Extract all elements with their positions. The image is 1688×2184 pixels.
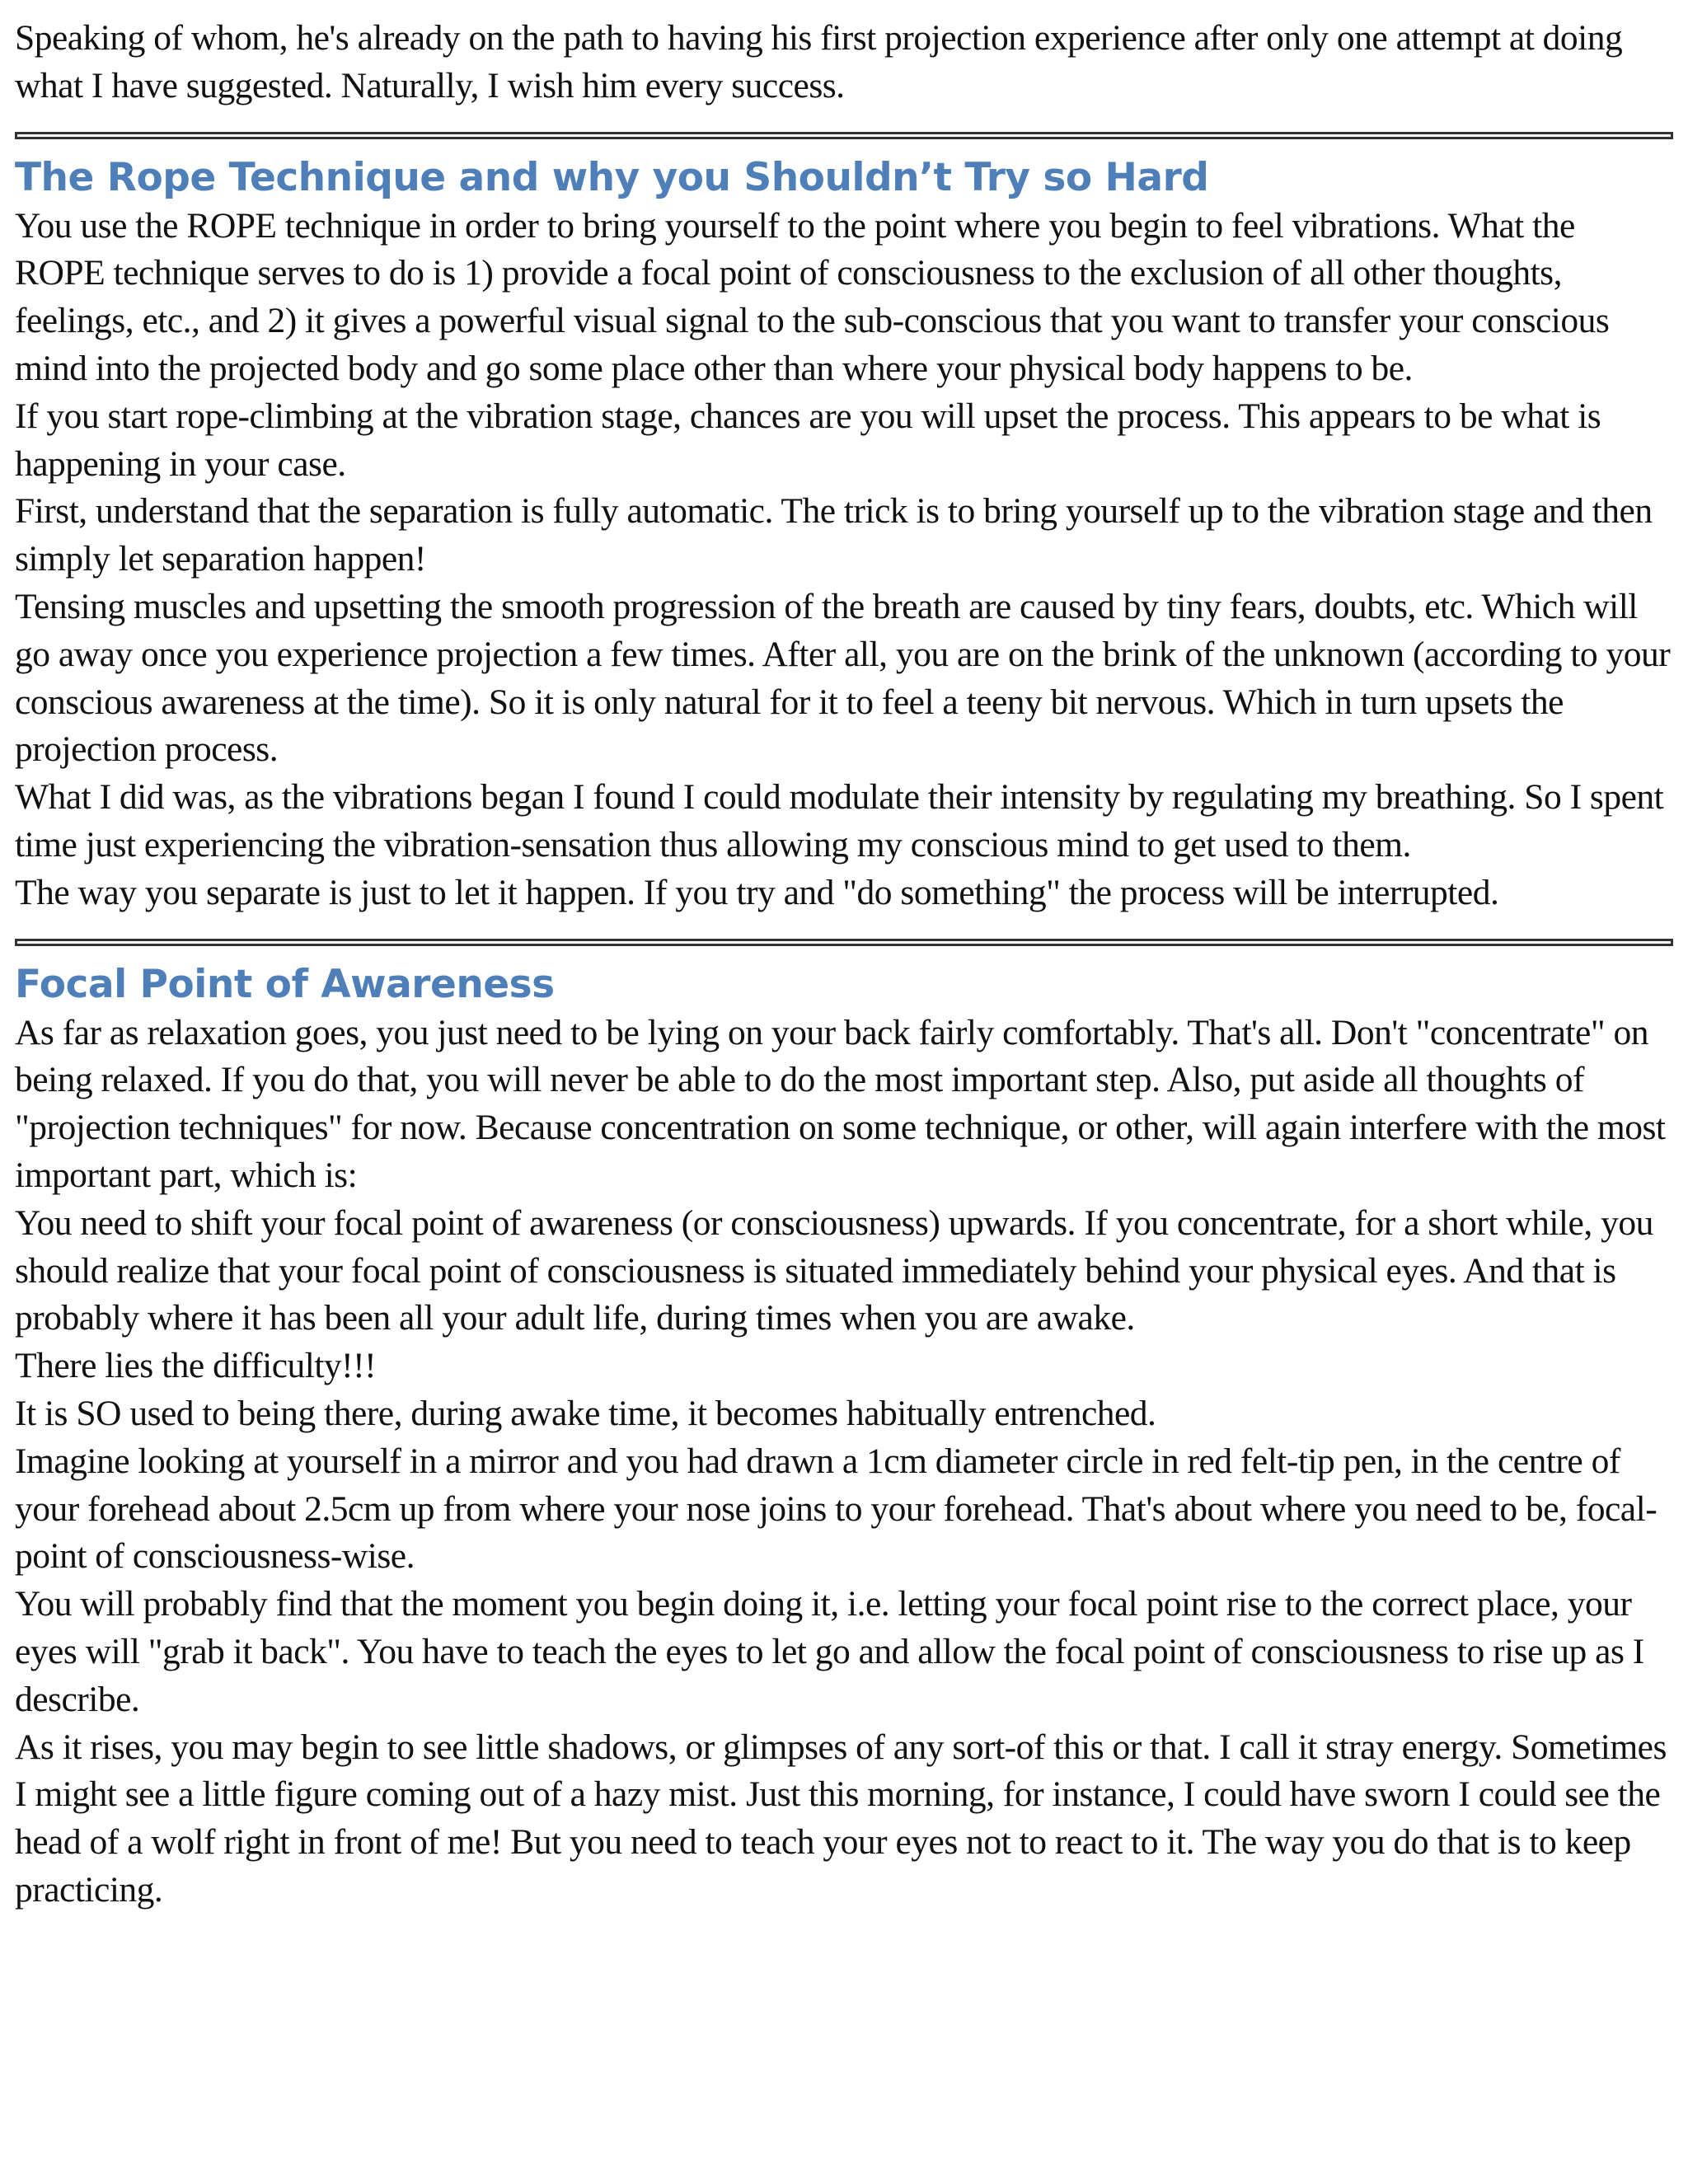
paragraph: Tensing muscles and upsetting the smooth progression of the breath are caused by tiny fears, doubts, etc. Which will go away once you experience projection a few times. After all, you are on the brink of the unknown (according to your conscious awareness at the time). So it is only natural for it to feel a teeny bit nervous. Which in turn upsets the projection process. [15,586,1671,770]
paragraph: As far as relaxation goes, you just need to be lying on your back fairly comfortably. That's all. Don't "concentrate" on being relaxed. If you do that, you will never be able to do the most important step. Also, put aside all thoughts of "projection techniques" for now. Because concentration on some technique, or other, will again interfere with the most important part, which is: [15,1012,1666,1195]
paragraph: Imagine looking at yourself in a mirror and you had drawn a 1cm diameter circle in red felt-tip pen, in the centre of your forehead about 2.5cm up from where your nose joins to your forehead. That's about where you need to be, focal-point of consciousness-wise. [15,1441,1658,1577]
document-page [15,15,1673,1915]
section-divider [15,132,1673,142]
paragraph: There lies the difficulty!!! [15,1346,377,1386]
paragraph: You will probably find that the moment you begin doing it, i.e. letting your focal point rise to the correct place, your eyes will "grab it back". You have to teach the eyes to let go and allow the focal point of consciousness to rise up as I describe. [15,1584,1644,1719]
paragraph: As it rises, you may begin to see little shadows, or glimpses of any sort-of this or that. I call it stray energy. Sometimes I might see a little figure coming out of a hazy mist. Just this morning, for instance, I could have sworn I could see the head of a wolf right in front of me! But you need to teach your eyes not to react to it. The way you do that is to keep practicing. [15,1727,1667,1910]
paragraph: If you start rope-climbing at the vibration stage, chances are you will upset the process. This appears to be what is happening in your case. [15,396,1601,484]
paragraph: The way you separate is just to let it happen. If you try and "do something" the process will be interrupted. [15,872,1499,912]
paragraph: What I did was, as the vibrations began I found I could modulate their intensity by regulating my breathing. So I spent time just experiencing the vibration-sensation thus allowing my conscious mind to get used to them. [15,777,1664,865]
paragraph: You need to shift your focal point of awareness (or consciousness) upwards. If you concentrate, for a short while, you should realize that your focal point of consciousness is situated immediately behind your physical eyes. And that is probably where it has been all your adult life, during times when you are awake. [15,1202,1653,1338]
paragraph: It is SO used to being there, during awake time, it becomes habitually entrenched. [15,1393,1156,1433]
intro-paragraph: Speaking of whom, he's already on the path to having his first projection experience after only one attempt at doing what I have suggested. Naturally, I wish him every success. [15,18,1623,105]
section-divider [15,939,1673,949]
section-heading-focal-point: Focal Point of Awareness [15,961,555,1007]
paragraph: First, understand that the separation is fully automatic. The trick is to bring yourself up to the vibration stage and then simply let separation happen! [15,491,1653,579]
paragraph: You use the ROPE technique in order to bring yourself to the point where you begin to feel vibrations. What the ROPE technique serves to do is 1) provide a focal point of consciousness to the exclusion of all other thoughts, feelings, etc., and 2) it gives a powerful visual signal to the sub-conscious that you want to transfer your conscious mind into the projected body and go some place other than where your physical body happens to be. [15,205,1610,388]
section-heading-rope-technique: The Rope Technique and why you Shouldn’t Try so Hard [15,154,1209,200]
